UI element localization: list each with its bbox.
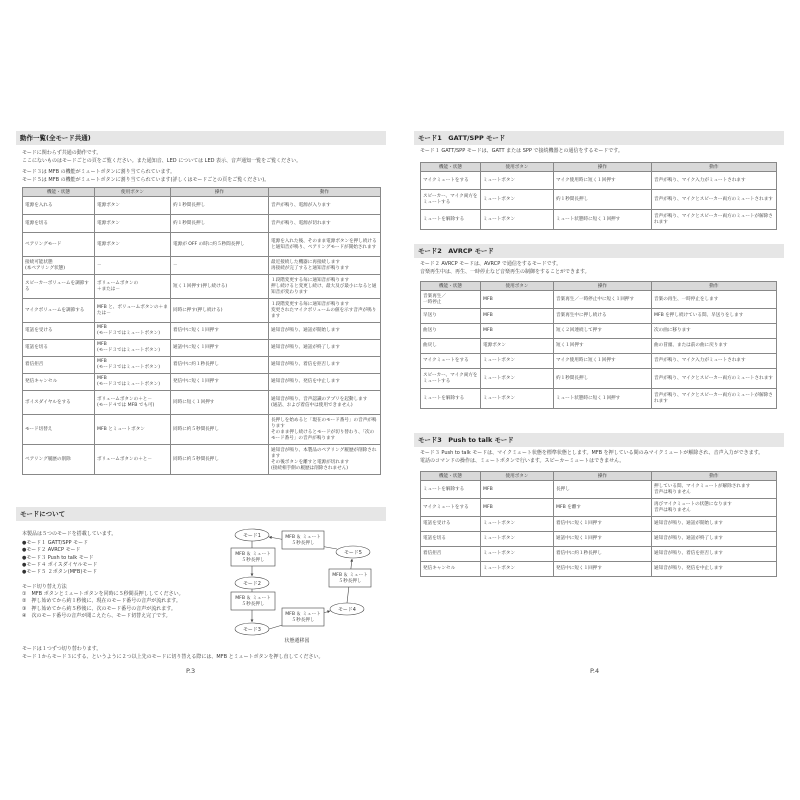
table-cell: 同時に約５秒間長押し bbox=[171, 445, 269, 475]
intro-line: モードに関わらず共通の動作です。 bbox=[22, 150, 102, 156]
table-cell: 着信中に約１秒長押し bbox=[554, 547, 652, 562]
table-cell: 電源を入れた後、そのまま電源ボタンを押し続けると通知音が鳴り、ペアリングモードが開始されます bbox=[269, 233, 381, 257]
table-cell: MFB (モード３ではミュートボタン) bbox=[95, 323, 171, 340]
table-cell: 曲戻し bbox=[421, 339, 481, 354]
table-row bbox=[23, 197, 381, 215]
table-cell: 次の曲に移ります bbox=[652, 324, 777, 339]
table-cell: MFB を離す bbox=[554, 499, 652, 517]
table-cell: 音声が鳴り、マイクとスピーカー両方のミュートされます bbox=[652, 190, 777, 210]
table-cell: モード切替え bbox=[23, 415, 95, 445]
mode2-intro bbox=[420, 261, 590, 276]
table-cell: 音楽再生中に押し続ける bbox=[554, 309, 652, 324]
table-cell: ボリュームボタンの ＋または－ bbox=[95, 275, 171, 299]
table-cell: 着信拒否 bbox=[421, 547, 481, 562]
table-row bbox=[23, 415, 381, 445]
table-cell: 音楽再生／一時停止中に短く１回押す bbox=[554, 291, 652, 309]
column-header: 動作 bbox=[269, 188, 381, 197]
table-cell: 電源ボタン bbox=[95, 197, 171, 215]
table-cell: 発信キャンセル bbox=[421, 562, 481, 577]
mode-item: ●モード１ GATT/SPP モード bbox=[22, 540, 88, 547]
edge-label: MFB ＆ ミュート bbox=[332, 573, 368, 578]
table-cell: ミュートボタン bbox=[481, 389, 554, 409]
mode-item: ●モード３ Push to talk モード bbox=[22, 554, 94, 561]
edge-label: MFB ＆ ミュート bbox=[285, 535, 321, 540]
table-row bbox=[421, 369, 777, 389]
table-cell: MFB bbox=[481, 324, 554, 339]
table-row bbox=[421, 210, 777, 230]
table-cell: 音声が鳴り、マイクとスピーカー両方のミュートが解除されます bbox=[652, 389, 777, 409]
table-cell: ミュートボタン bbox=[481, 354, 554, 369]
table-cell: マイク使用時に短く１回押す bbox=[554, 172, 652, 190]
table-row bbox=[23, 257, 381, 275]
table-cell: 同時に短く１回押す bbox=[171, 391, 269, 415]
column-header: 機能・状態 bbox=[421, 163, 481, 172]
page-right bbox=[400, 0, 800, 800]
table-cell: ボイスダイヤルをする bbox=[23, 391, 95, 415]
table-cell: 通知音が鳴り、発信を中止します bbox=[652, 562, 777, 577]
mode1-intro bbox=[420, 148, 623, 156]
table-row bbox=[23, 233, 381, 257]
table-cell: 発信中に短く１回押す bbox=[171, 374, 269, 391]
table-cell: ミュートボタン bbox=[481, 210, 554, 230]
table-cell: 通知音が鳴り、着信を拒否します bbox=[652, 547, 777, 562]
table-cell: ミュートボタン bbox=[481, 369, 554, 389]
outro-line: モード１からモード３にする、というように２つ以上先のモードに切り替える際には、MFB とミュートボタンを押し直してください。 bbox=[22, 653, 324, 660]
page-number-right: P.4 bbox=[590, 667, 600, 675]
table-cell: １段階変更する毎に通知音が鳴ります 変更されたマイクボリュームの値を示す音声が鳴ります bbox=[269, 299, 381, 323]
table-cell: 通知音が鳴り、通話が開始します bbox=[269, 323, 381, 340]
table-cell: ミュート状態時に短く１回押す bbox=[554, 389, 652, 409]
table-cell: MFB (モード３ではミュートボタン) bbox=[95, 357, 171, 374]
table-cell: スピーカーボリュームを調節する bbox=[23, 275, 95, 299]
table-cell: ミュートを解除する bbox=[421, 481, 481, 499]
table-cell: 着信中に約１秒長押し bbox=[171, 357, 269, 374]
table-row bbox=[421, 532, 777, 547]
intro-line: モード３ Push to talk モードは、マイクミュート状態を標準状態とします。MFB を押している間のみマイクミュートが解除され、音声入力ができます。 bbox=[420, 450, 764, 456]
table-cell: － bbox=[95, 257, 171, 275]
edge-label: MFB ＆ ミュート bbox=[235, 596, 271, 601]
table-row bbox=[23, 323, 381, 340]
intro-line: モード２ AVRCP モードは、AVRCP で通信をするモードです。 bbox=[420, 261, 562, 267]
table-row bbox=[421, 172, 777, 190]
table-row bbox=[421, 547, 777, 562]
table-cell: マイクミュートをする bbox=[421, 499, 481, 517]
column-header: 使用ボタン bbox=[481, 163, 554, 172]
table-cell: 通知音が鳴り、発信を中止します bbox=[269, 374, 381, 391]
table-cell: 電源を切る bbox=[23, 215, 95, 233]
table-cell: 音声が鳴り、マイク入力がミュートされます bbox=[652, 172, 777, 190]
mode3-intro bbox=[420, 450, 763, 465]
table-cell: 短く１回押す bbox=[554, 339, 652, 354]
table-cell: MFB (モード３ではミュートボタン) bbox=[95, 340, 171, 357]
column-header: 機能・状態 bbox=[421, 282, 481, 291]
table-cell: 音楽再生／ 一時停止 bbox=[421, 291, 481, 309]
table-row bbox=[23, 340, 381, 357]
intro-line: モード５は MFB の機能がミュートボタンに割り当てられています(詳しくはモードごとの頁をご覧ください)。 bbox=[22, 176, 270, 183]
table-cell: ミュートボタン bbox=[481, 532, 554, 547]
table-cell: ボリュームボタンの＋と－ bbox=[95, 445, 171, 475]
table-row bbox=[421, 309, 777, 324]
node-label: モード3 bbox=[243, 627, 261, 633]
intro-line: モード３は MFB の機能がミュートボタンに割り当てられています。 bbox=[22, 169, 176, 176]
table-cell: 約１秒間長押し bbox=[171, 197, 269, 215]
table-cell: 通知音が鳴り、通話が開始します bbox=[652, 517, 777, 532]
section-title-mode2: モード2 AVRCP モード bbox=[414, 244, 784, 258]
table-row bbox=[421, 354, 777, 369]
column-header: 動作 bbox=[652, 163, 777, 172]
table-cell: 通知音が鳴り、通話が終了します bbox=[652, 532, 777, 547]
table-row bbox=[23, 299, 381, 323]
table-cell: ミュート状態時に短く１回押す bbox=[554, 210, 652, 230]
table-cell: 電源ボタン bbox=[95, 215, 171, 233]
table-cell: 電源ボタン bbox=[481, 339, 554, 354]
table-cell: 約１秒間長押し bbox=[171, 215, 269, 233]
modes-list bbox=[22, 531, 116, 576]
table-cell: MFB を押し続けている間、早送りをします bbox=[652, 309, 777, 324]
table-cell: 音声が鳴り、電源が入ります bbox=[269, 197, 381, 215]
table-row bbox=[421, 339, 777, 354]
column-header: 使用ボタン bbox=[481, 472, 554, 481]
column-header: 動作 bbox=[652, 282, 777, 291]
table-cell: MFB (モード３ではミュートボタン) bbox=[95, 374, 171, 391]
table-cell: １段階変更する毎に通知音が鳴ります 押し続けると変更し続け、最大及び最小になると通知音が変わります bbox=[269, 275, 381, 299]
table-cell: 着信中に短く１回押す bbox=[554, 517, 652, 532]
table-cell: 通知音が鳴り、着信を拒否します bbox=[269, 357, 381, 374]
edge-label: ５秒長押し bbox=[291, 541, 315, 546]
intro-line: モード１ GATT/SPP モードは、GATT または SPP で接続機器との通信をするモードです。 bbox=[420, 148, 623, 154]
edge-label: ５秒長押し bbox=[241, 558, 265, 563]
switch-step: ③ 押し始めてから約５秒後に、次のモード番号の音声が流れます。 bbox=[22, 605, 176, 612]
table-row bbox=[23, 374, 381, 391]
mode1-table bbox=[420, 162, 777, 230]
table-cell: マイクボリュームを調節する bbox=[23, 299, 95, 323]
table-cell: 電源が OFF の時に約５秒間長押し bbox=[171, 233, 269, 257]
table-cell: 通話中に短く１回押す bbox=[554, 532, 652, 547]
switch-step: ② 押し始めてから約１秒後に、現在のモード番号の音声が流れます。 bbox=[22, 598, 181, 605]
section-title-mode3: モード3 Push to talk モード bbox=[414, 433, 784, 447]
section-title-mode1: モード1 GATT/SPP モード bbox=[414, 131, 784, 145]
table-cell: MFB bbox=[481, 499, 554, 517]
column-header: 機能・状態 bbox=[23, 188, 95, 197]
table-cell: 通知音が鳴り、音声認識のアプリを起動します (通話、および着信中は使用できません) bbox=[269, 391, 381, 415]
intro-line: ここにないものはモードごとの頁をご覧ください。また通知音、LED については LED 表示、音声通知一覧をご覧ください。 bbox=[22, 157, 302, 164]
table-cell: 曲の冒頭、または前の曲に戻ります bbox=[652, 339, 777, 354]
edge-label: ５秒長押し bbox=[338, 579, 362, 584]
common-intro bbox=[22, 150, 301, 184]
column-header: 操作 bbox=[554, 472, 652, 481]
mode-item: ●モード４ ボイスダイヤルモード bbox=[22, 561, 98, 568]
table-cell: 長押し bbox=[554, 481, 652, 499]
node-label: モード5 bbox=[344, 550, 362, 556]
table-cell: マイク使用時に短く１回押す bbox=[554, 354, 652, 369]
table-cell: 電話を切る bbox=[421, 532, 481, 547]
table-cell: MFB と、ボリュームボタンの＋または－ bbox=[95, 299, 171, 323]
table-cell: 短く１回押す(押し続ける) bbox=[171, 275, 269, 299]
table-cell: MFB bbox=[481, 309, 554, 324]
table-cell: 着信拒否 bbox=[23, 357, 95, 374]
table-cell: 音声が鳴り、マイクとスピーカー両方のミュートされます bbox=[652, 369, 777, 389]
table-cell: 電源ボタン bbox=[95, 233, 171, 257]
table-cell: マイクミュートをする bbox=[421, 354, 481, 369]
table-cell: ミュートボタン bbox=[481, 547, 554, 562]
table-cell: 電源を入れる bbox=[23, 197, 95, 215]
modes-outro bbox=[22, 646, 324, 661]
table-cell: 曲送り bbox=[421, 324, 481, 339]
table-row bbox=[421, 324, 777, 339]
table-cell: 押している間、マイクミュートが解除されます 音声は鳴りません bbox=[652, 481, 777, 499]
state-transition-diagram bbox=[225, 525, 390, 645]
table-row bbox=[421, 389, 777, 409]
switch-title: モード切り替え方法 bbox=[22, 584, 67, 590]
table-cell: 接続可能状態 (本ペアリング状態) bbox=[23, 257, 95, 275]
mode3-table bbox=[420, 471, 777, 577]
common-operations-table bbox=[22, 187, 381, 475]
edge-label: MFB ＆ ミュート bbox=[285, 612, 321, 617]
edge-label: ５秒長押し bbox=[291, 618, 315, 623]
table-cell: ペアリングモード bbox=[23, 233, 95, 257]
modes-intro: 本製品は５つのモードを搭載しています。 bbox=[22, 531, 117, 537]
diagram-caption: 状態遷移図 bbox=[284, 638, 310, 644]
table-cell: 早送り bbox=[421, 309, 481, 324]
table-cell: ボリュームボタンの＋と－ (モード４では MFB でも可) bbox=[95, 391, 171, 415]
table-cell: 通話中に短く１回押す bbox=[171, 340, 269, 357]
table-cell: ペアリング履歴の削除 bbox=[23, 445, 95, 475]
table-cell: 通知音が鳴り、通話が終了します bbox=[269, 340, 381, 357]
table-cell: ミュートボタン bbox=[481, 517, 554, 532]
table-row bbox=[23, 445, 381, 475]
column-header: 機能・状態 bbox=[421, 472, 481, 481]
column-header: 操作 bbox=[554, 282, 652, 291]
table-cell: 電話を受ける bbox=[23, 323, 95, 340]
edge-label: MFB ＆ ミュート bbox=[235, 552, 271, 557]
intro-line: 電話のコマンドの操作は、ミュートボタンで行います。スピーカーミュートはできません。 bbox=[420, 457, 625, 464]
column-header: 使用ボタン bbox=[95, 188, 171, 197]
table-cell: 約１秒間長押し bbox=[554, 190, 652, 210]
table-cell: スピーカー、マイク両方をミュートする bbox=[421, 190, 481, 210]
table-cell: 発信中に短く１回押す bbox=[554, 562, 652, 577]
table-cell: 通知音が鳴り、本製品のペアリング履歴が削除されます その後ボタンを離すと電源が切れます (接続相手側の履歴は削除されません) bbox=[269, 445, 381, 475]
table-cell: ミュートボタン bbox=[481, 562, 554, 577]
table-cell: ミュートボタン bbox=[481, 190, 554, 210]
switch-step: ① MFB ボタンとミュートボタンを同時に５秒間長押ししてください。 bbox=[22, 591, 184, 598]
table-cell: － bbox=[171, 257, 269, 275]
table-cell: MFB とミュートボタン bbox=[95, 415, 171, 445]
column-header: 動作 bbox=[652, 472, 777, 481]
outro-line: モードは１つずつ切り替わります。 bbox=[22, 646, 102, 652]
table-row bbox=[421, 190, 777, 210]
switch-step: ④ 次のモード番号の音声が聞こえたら、モード切替え完了です。 bbox=[22, 612, 171, 619]
table-cell: ミュートを解除する bbox=[421, 389, 481, 409]
table-cell: マイクミュートをする bbox=[421, 172, 481, 190]
table-row bbox=[23, 391, 381, 415]
table-cell: 同時に約５秒間長押し bbox=[171, 415, 269, 445]
table-cell: MFB bbox=[481, 291, 554, 309]
mode-switch-method bbox=[22, 584, 184, 620]
table-cell: 電話を切る bbox=[23, 340, 95, 357]
intro-line: 音楽再生中は、再生、一時停止など音楽再生の制御をすることができます。 bbox=[420, 268, 590, 275]
table-cell: 音楽の再生、一時停止をします bbox=[652, 291, 777, 309]
table-row bbox=[23, 275, 381, 299]
section-title-modes: モードについて bbox=[16, 507, 386, 521]
mode-item: ●モード５ ２ボタン(MFB)モード bbox=[22, 569, 98, 576]
table-cell: 音声が鳴り、電源が切れます bbox=[269, 215, 381, 233]
table-cell: ミュートボタン bbox=[481, 172, 554, 190]
edge-label: ５秒長押し bbox=[241, 602, 265, 607]
table-cell: MFB bbox=[481, 481, 554, 499]
table-cell: ミュートを解除する bbox=[421, 210, 481, 230]
mode-item: ●モード２ AVRCP モード bbox=[22, 547, 81, 554]
table-row bbox=[23, 215, 381, 233]
table-row bbox=[421, 499, 777, 517]
table-cell: 発信キャンセル bbox=[23, 374, 95, 391]
column-header: 操作 bbox=[171, 188, 269, 197]
column-header: 使用ボタン bbox=[481, 282, 554, 291]
page-number-left: P.3 bbox=[186, 667, 196, 675]
table-cell: 同時に押す(押し続ける) bbox=[171, 299, 269, 323]
node-label: モード2 bbox=[243, 581, 261, 587]
table-cell: 電話を受ける bbox=[421, 517, 481, 532]
table-cell: 短く２回連続して押す bbox=[554, 324, 652, 339]
table-cell: 再びマイクミュートの状態になります 音声は鳴りません bbox=[652, 499, 777, 517]
section-title-common: 動作一覧(全モード共通) bbox=[16, 131, 386, 145]
table-cell: 着信中に短く１回押す bbox=[171, 323, 269, 340]
table-row bbox=[421, 291, 777, 309]
table-cell: スピーカー、マイク両方をミュートする bbox=[421, 369, 481, 389]
table-cell: 音声が鳴り、マイク入力がミュートされます bbox=[652, 354, 777, 369]
table-row bbox=[23, 357, 381, 374]
node-label: モード1 bbox=[243, 533, 261, 539]
node-label: モード4 bbox=[338, 607, 356, 613]
table-row bbox=[421, 562, 777, 577]
table-cell: 約１秒間長押し bbox=[554, 369, 652, 389]
table-cell: 音声が鳴り、マイクとスピーカー両方のミュートが解除されます bbox=[652, 210, 777, 230]
mode2-table bbox=[420, 281, 777, 409]
table-row bbox=[421, 517, 777, 532]
table-cell: 長押しを始めると「現在のモード番号」の音声が鳴ります そのまま押し続けるとモードが切り替わり、「次のモード番号」の音声が鳴ります bbox=[269, 415, 381, 445]
table-cell: 最近接続した機器に再接続します 再接続が完了すると通知音が鳴ります bbox=[269, 257, 381, 275]
column-header: 操作 bbox=[554, 163, 652, 172]
table-row bbox=[421, 481, 777, 499]
